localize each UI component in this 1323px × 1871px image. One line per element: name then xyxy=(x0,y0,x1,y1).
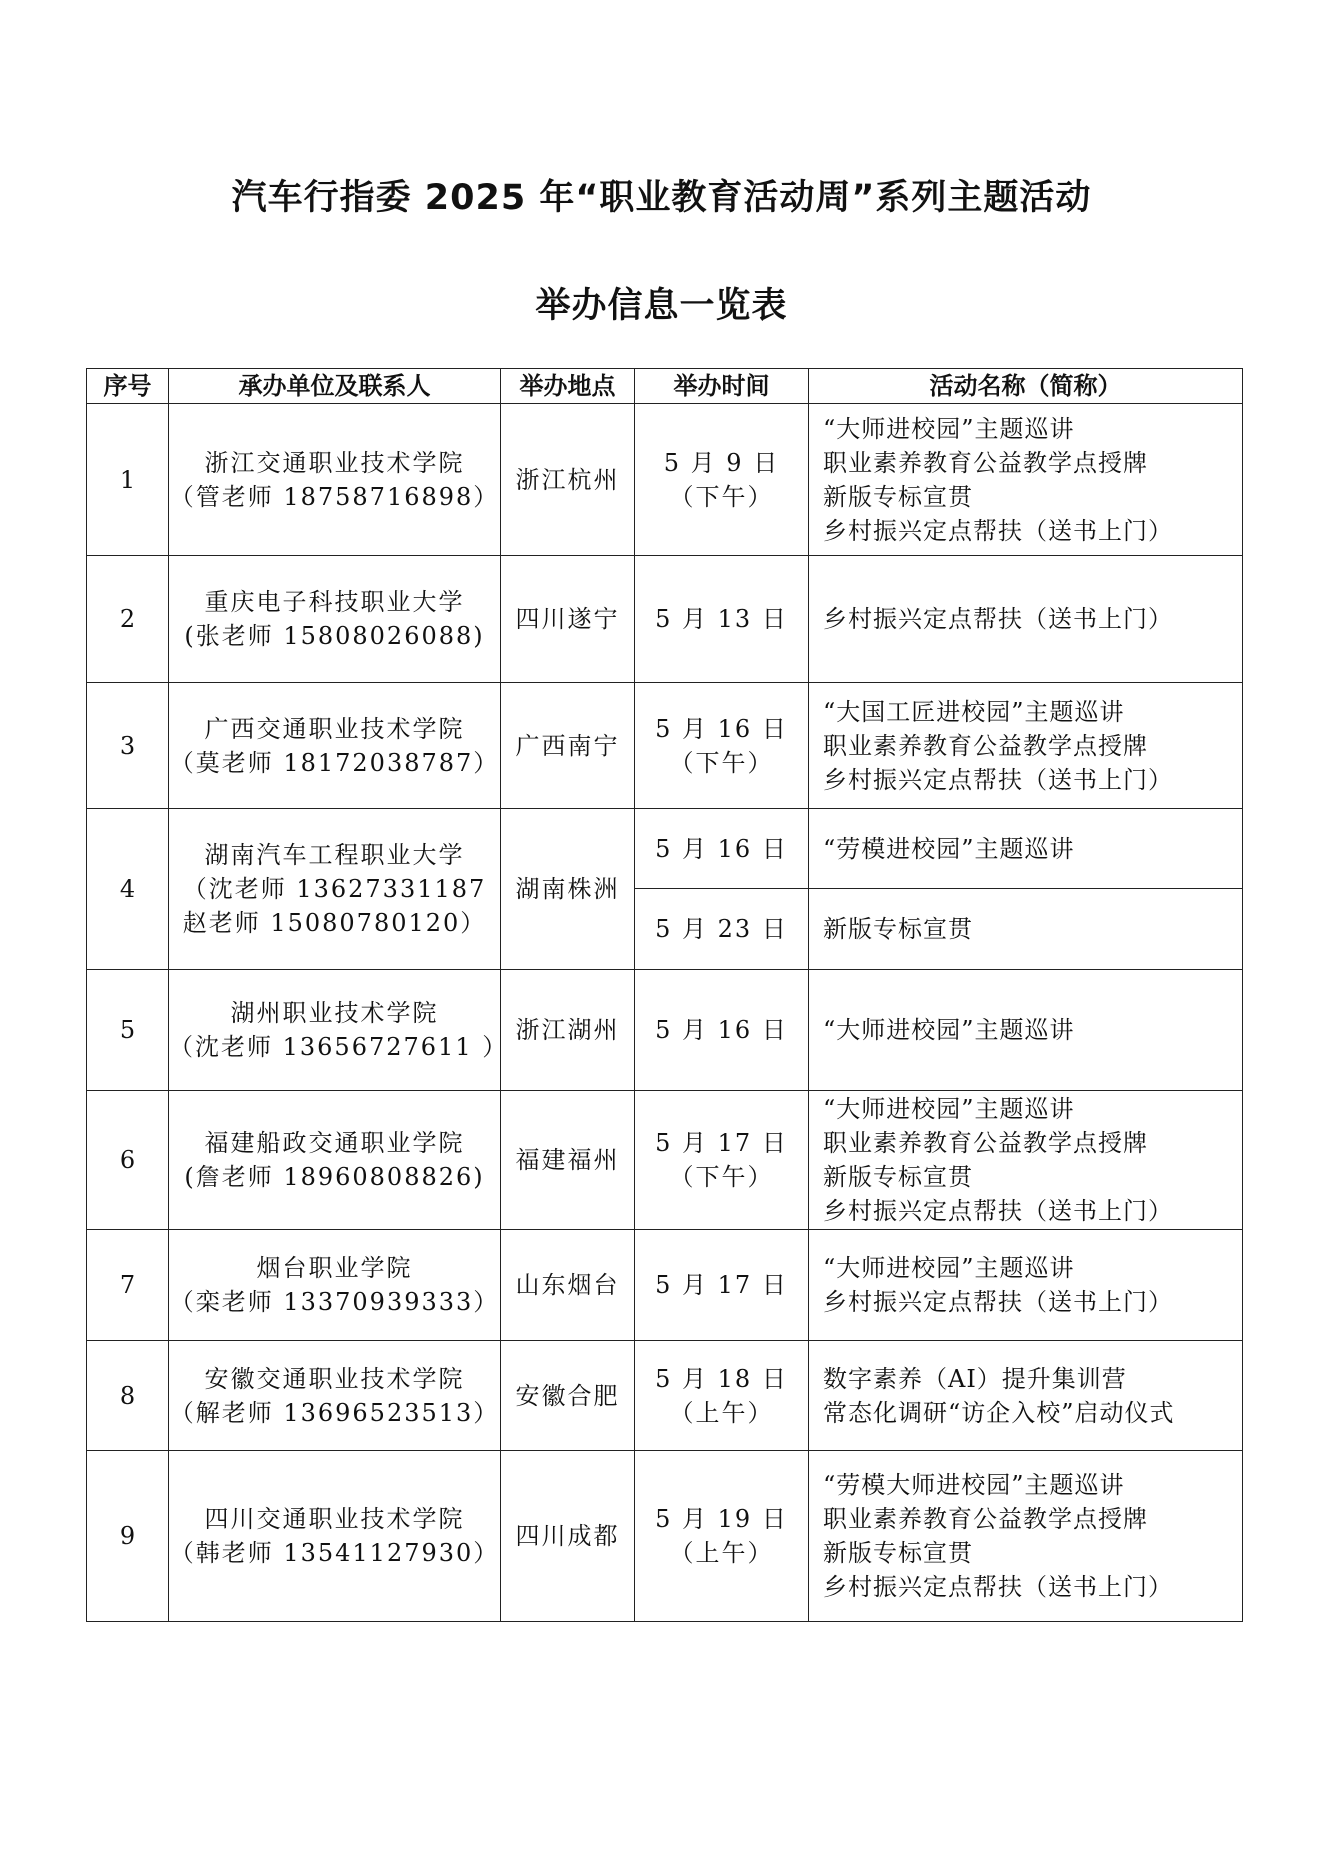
activity-cell xyxy=(809,1341,1243,1451)
time-period: （下午） xyxy=(669,748,774,777)
table-row xyxy=(87,1091,1243,1230)
location-cell: 广西南宁 xyxy=(501,683,635,809)
host-unit-name: 福建船政交通职业学院 xyxy=(204,1129,465,1157)
host-unit-name: 广西交通职业技术学院 xyxy=(204,714,465,743)
header-time: 举办时间 xyxy=(635,369,809,404)
host-unit-cell xyxy=(169,1091,501,1230)
table-row xyxy=(87,970,1243,1091)
header-no: 序号 xyxy=(87,369,169,404)
row-number: 5 xyxy=(87,970,169,1091)
row-number: 2 xyxy=(87,556,169,683)
time-cell xyxy=(635,404,809,556)
activity-item: “大国工匠进校园”主题巡讲 xyxy=(823,697,1125,726)
location-cell: 湖南株洲 xyxy=(501,809,635,970)
table-row xyxy=(87,1451,1243,1622)
activity-cell xyxy=(809,1230,1243,1341)
location-cell: 浙江杭州 xyxy=(501,404,635,556)
time-date: 5 月 16 日 xyxy=(655,714,788,743)
table-row xyxy=(87,809,1243,889)
time-cell xyxy=(635,889,809,970)
activity-item: “大师进校园”主题巡讲 xyxy=(823,414,1075,443)
time-date: 5 月 9 日 xyxy=(663,448,780,477)
host-unit-contact: （解老师 13696523513） xyxy=(169,1398,500,1427)
activity-item: 乡村振兴定点帮扶（送书上门） xyxy=(823,605,1173,633)
host-unit-contact: 赵老师 15080780120） xyxy=(182,909,487,937)
activity-cell xyxy=(809,1091,1243,1230)
activity-cell xyxy=(809,809,1243,889)
activity-item: “大师进校园”主题巡讲 xyxy=(823,1095,1075,1123)
header-unit: 承办单位及联系人 xyxy=(169,369,501,404)
activity-cell xyxy=(809,889,1243,970)
row-number: 3 xyxy=(87,683,169,809)
host-unit-cell xyxy=(169,556,501,683)
activity-item: “大师进校园”主题巡讲 xyxy=(823,1016,1075,1044)
host-unit-cell xyxy=(169,1451,501,1622)
time-cell xyxy=(635,556,809,683)
activity-item: 常态化调研“访企入校”启动仪式 xyxy=(823,1398,1175,1427)
document-title: 汽车行指委 2025 年“职业教育活动周”系列主题活动 xyxy=(231,178,1092,218)
time-cell xyxy=(635,809,809,889)
activity-item: 新版专标宣贯 xyxy=(823,915,973,943)
host-unit-contact: （韩老师 13541127930） xyxy=(169,1539,500,1567)
host-unit-name: 湖南汽车工程职业大学 xyxy=(204,841,465,869)
location-cell: 安徽合肥 xyxy=(501,1341,635,1451)
activity-item: 乡村振兴定点帮扶（送书上门） xyxy=(823,765,1173,794)
host-unit-contact: (张老师 15808026088) xyxy=(184,622,485,650)
host-unit-cell xyxy=(169,1230,501,1341)
table-row xyxy=(87,404,1243,556)
activity-item: 职业素养教育公益教学点授牌 xyxy=(823,731,1148,760)
activity-item: “大师进校园”主题巡讲 xyxy=(823,1254,1075,1282)
activity-item: 新版专标宣贯 xyxy=(823,1163,973,1191)
host-unit-cell xyxy=(169,809,501,970)
host-unit-name: 安徽交通职业技术学院 xyxy=(204,1364,465,1393)
time-date: 5 月 16 日 xyxy=(655,834,788,863)
activity-cell xyxy=(809,1451,1243,1622)
host-unit-contact: （栾老师 13370939333） xyxy=(169,1288,500,1316)
host-unit-contact: (詹老师 18960808826) xyxy=(184,1163,485,1191)
activity-item: 乡村振兴定点帮扶（送书上门） xyxy=(823,516,1173,545)
time-period: （上午） xyxy=(669,1398,774,1427)
time-date: 5 月 17 日 xyxy=(655,1129,788,1157)
activity-item: “劳模进校园”主题巡讲 xyxy=(823,834,1075,863)
time-period: （下午） xyxy=(669,482,774,511)
time-cell xyxy=(635,683,809,809)
time-date: 5 月 16 日 xyxy=(655,1016,788,1044)
time-cell xyxy=(635,1341,809,1451)
activity-item: 职业素养教育公益教学点授牌 xyxy=(823,1129,1148,1157)
activity-cell xyxy=(809,556,1243,683)
table-header-row xyxy=(87,369,1243,404)
table-row xyxy=(87,556,1243,683)
location-cell: 浙江湖州 xyxy=(501,970,635,1091)
host-unit-contact: （莫老师 18172038787） xyxy=(169,748,500,777)
host-unit-name: 四川交通职业技术学院 xyxy=(204,1505,465,1533)
activity-item: 新版专标宣贯 xyxy=(823,482,973,511)
row-number: 9 xyxy=(87,1451,169,1622)
table-row xyxy=(87,683,1243,809)
host-unit-contact: （沈老师 13656727611 ） xyxy=(169,1033,509,1061)
time-date: 5 月 19 日 xyxy=(655,1505,788,1533)
time-period: （上午） xyxy=(669,1539,774,1567)
time-date: 5 月 23 日 xyxy=(655,915,788,943)
location-cell: 四川成都 xyxy=(501,1451,635,1622)
activity-item: “劳模大师进校园”主题巡讲 xyxy=(823,1471,1125,1499)
time-period: （下午） xyxy=(669,1163,774,1191)
time-cell xyxy=(635,970,809,1091)
activity-item: 乡村振兴定点帮扶（送书上门） xyxy=(823,1288,1173,1316)
time-date: 5 月 17 日 xyxy=(655,1271,788,1299)
time-cell xyxy=(635,1451,809,1622)
activity-item: 乡村振兴定点帮扶（送书上门） xyxy=(823,1197,1173,1225)
row-number: 1 xyxy=(87,404,169,556)
host-unit-cell xyxy=(169,683,501,809)
location-cell: 福建福州 xyxy=(501,1091,635,1230)
activity-item: 数字素养（AI）提升集训营 xyxy=(823,1364,1127,1393)
row-number: 8 xyxy=(87,1341,169,1451)
row-number: 7 xyxy=(87,1230,169,1341)
activity-item: 职业素养教育公益教学点授牌 xyxy=(823,448,1148,477)
location-cell: 四川遂宁 xyxy=(501,556,635,683)
activity-item: 职业素养教育公益教学点授牌 xyxy=(823,1505,1148,1533)
host-unit-cell xyxy=(169,1341,501,1451)
time-cell xyxy=(635,1091,809,1230)
host-unit-cell xyxy=(169,970,509,1091)
time-date: 5 月 13 日 xyxy=(655,605,788,633)
activity-item: 乡村振兴定点帮扶（送书上门） xyxy=(823,1573,1173,1601)
location-cell: 山东烟台 xyxy=(501,1230,635,1341)
time-cell xyxy=(635,1230,809,1341)
table-row xyxy=(87,1341,1243,1451)
activity-cell xyxy=(809,683,1243,809)
host-unit-name: 浙江交通职业技术学院 xyxy=(204,448,465,477)
row-number: 6 xyxy=(87,1091,169,1230)
time-date: 5 月 18 日 xyxy=(655,1364,788,1393)
document-subtitle: 举办信息一览表 xyxy=(535,286,788,326)
activity-table xyxy=(86,368,1243,1622)
host-unit-name: 重庆电子科技职业大学 xyxy=(204,588,465,616)
header-location: 举办地点 xyxy=(501,369,635,404)
header-activity: 活动名称（简称） xyxy=(809,369,1243,404)
host-unit-name: 烟台职业学院 xyxy=(256,1254,413,1282)
host-unit-cell xyxy=(169,404,501,556)
host-unit-name: 湖州职业技术学院 xyxy=(230,999,439,1027)
table-row xyxy=(87,1230,1243,1341)
row-number: 4 xyxy=(87,809,169,970)
activity-cell xyxy=(809,970,1243,1091)
host-unit-contact: （沈老师 13627331187 xyxy=(182,875,487,903)
host-unit-contact: （管老师 18758716898） xyxy=(169,482,500,511)
activity-item: 新版专标宣贯 xyxy=(823,1539,973,1567)
activity-cell xyxy=(809,404,1243,556)
